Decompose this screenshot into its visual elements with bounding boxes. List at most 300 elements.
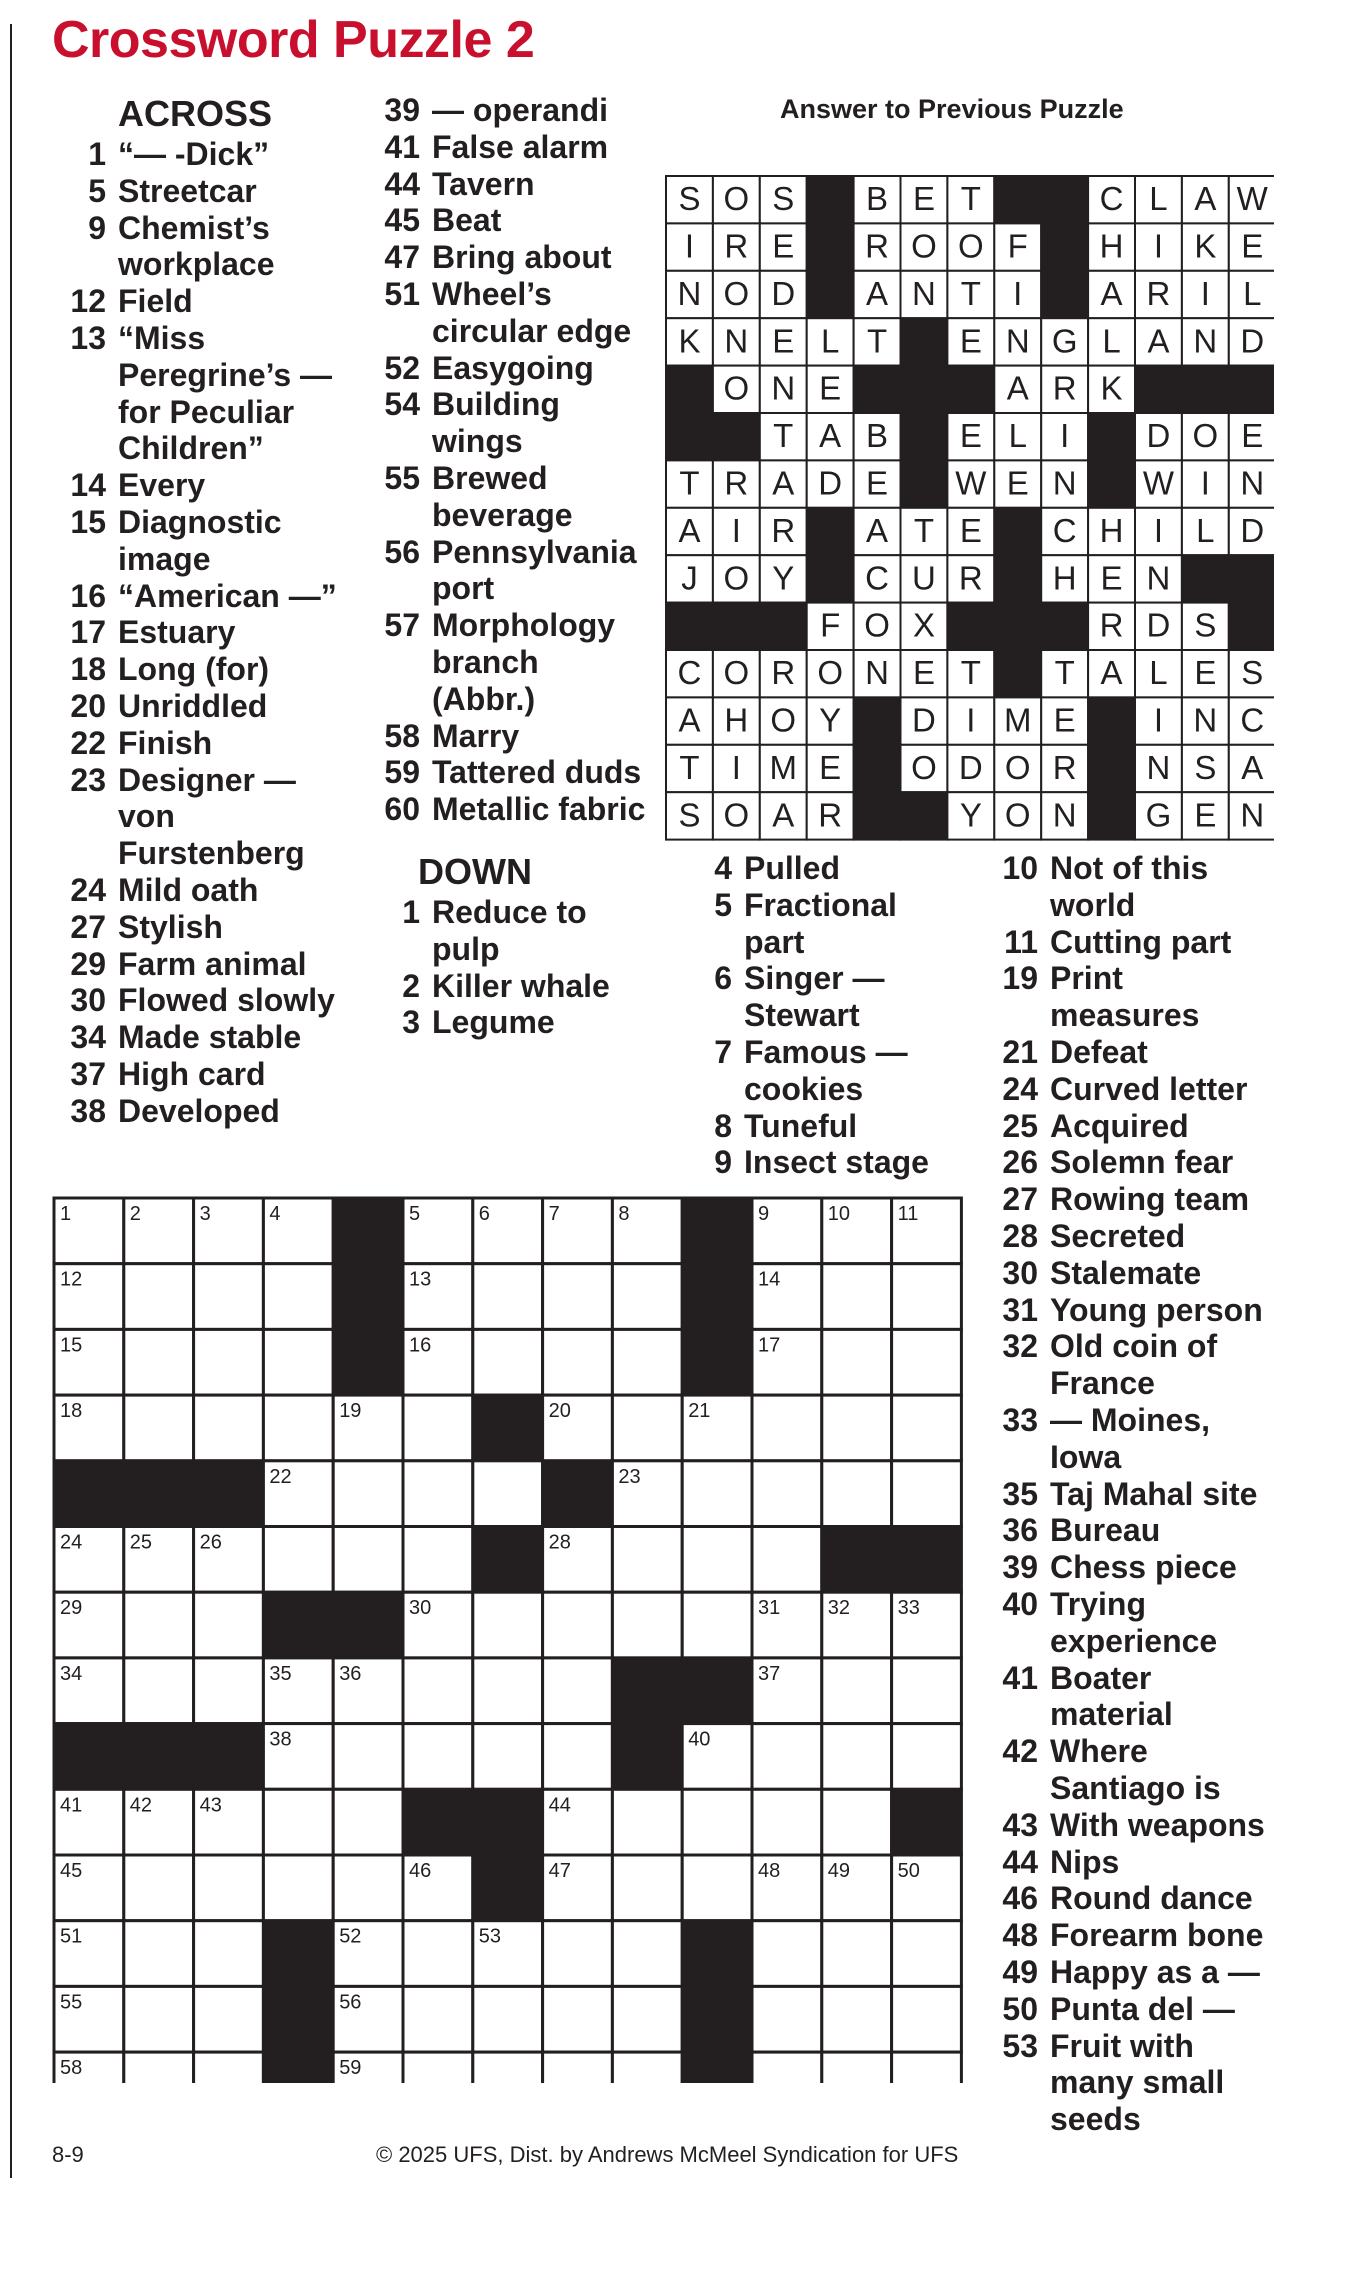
answer-letter: I (684, 227, 695, 265)
grid-cell[interactable] (682, 1592, 752, 1658)
across-clue-51 (372, 276, 662, 350)
answer-letter: N (865, 654, 889, 692)
answer-letter: N (1146, 559, 1171, 597)
grid-cell[interactable] (752, 1789, 822, 1855)
answer-letter: N (1193, 701, 1218, 739)
down-clue-41 (990, 1660, 1290, 1734)
clue-text: Unriddled (118, 687, 268, 724)
grid-cell[interactable] (473, 1986, 543, 2052)
answer-letter: D (1240, 322, 1265, 360)
answer-letter: D (1146, 606, 1171, 644)
answer-letter: A (1194, 180, 1217, 218)
grid-cell[interactable] (124, 1329, 194, 1395)
clue-number: 12 (70, 283, 106, 320)
answer-letter: T (773, 417, 794, 455)
clue-text: — Moines, Iowa (1050, 1401, 1211, 1475)
grid-cell[interactable] (892, 1724, 962, 1790)
clue-number: 39 (384, 92, 420, 128)
grid-cell[interactable] (403, 1658, 473, 1724)
grid-cell[interactable] (194, 1855, 264, 1921)
grid-cell[interactable] (543, 2052, 613, 2083)
grid-cell[interactable] (333, 1855, 403, 1921)
grid-cell[interactable] (752, 2052, 822, 2083)
answer-letter: L (820, 322, 840, 360)
answer-letter: F (820, 606, 841, 644)
cell-number: 20 (548, 1400, 571, 1423)
answer-black-square (901, 460, 948, 507)
answer-letter: U (912, 559, 936, 597)
answer-letter: N (1240, 796, 1265, 834)
grid-cell[interactable] (822, 1724, 892, 1790)
grid-cell[interactable] (543, 1329, 613, 1395)
clue-number: 58 (384, 717, 420, 754)
answer-letter: W (1236, 180, 1268, 218)
grid-cell[interactable] (263, 1329, 333, 1395)
clue-text: Diagnostic image (118, 503, 282, 577)
grid-cell[interactable] (403, 1461, 473, 1527)
grid-cell[interactable] (612, 1789, 682, 1855)
clue-text: With weapons (1050, 1806, 1265, 1843)
answer-letter: L (1149, 180, 1168, 218)
across-clue-22 (60, 725, 350, 762)
clue-number: 44 (384, 165, 420, 202)
clue-text: Forearm bone (1050, 1917, 1264, 1954)
grid-cell[interactable] (682, 1789, 752, 1855)
grid-cell[interactable] (403, 1724, 473, 1790)
clue-number: 2 (402, 967, 420, 1004)
answer-letter: L (1149, 654, 1168, 692)
answer-letter: O (770, 701, 797, 739)
clue-text: “Miss Peregrine’s — for Peculiar Children” (118, 319, 333, 467)
across-clue-34 (60, 1019, 350, 1056)
grid-cell[interactable] (124, 1395, 194, 1461)
answer-letter: D (912, 701, 936, 739)
across-clue-5 (60, 173, 350, 210)
clue-number: 43 (1002, 1806, 1038, 1843)
clue-number: 49 (1002, 1953, 1038, 1990)
grid-cell[interactable] (403, 1395, 473, 1461)
grid-cell[interactable] (263, 1855, 333, 1921)
grid-cell[interactable] (892, 1395, 962, 1461)
answer-letter: E (959, 511, 982, 549)
answer-letter: S (1194, 748, 1217, 786)
down-clue-4 (686, 850, 976, 887)
answer-black-square (1088, 460, 1135, 507)
cell-number: 59 (339, 2057, 362, 2080)
across-clue-56 (372, 534, 662, 608)
clue-number: 10 (1002, 850, 1038, 886)
down-clue-43 (990, 1807, 1290, 1844)
grid-cell[interactable] (682, 1855, 752, 1921)
grid-cell[interactable] (333, 1724, 403, 1790)
black-square (473, 1395, 543, 1461)
clue-text: Chemist’s workplace (118, 209, 275, 283)
down-clues-column-4 (990, 850, 1290, 2138)
grid-cell[interactable] (543, 1724, 613, 1790)
grid-cell[interactable] (124, 2052, 194, 2083)
grid-cell[interactable] (892, 1329, 962, 1395)
page-title: Crossword Puzzle 2 (52, 11, 535, 69)
cell-number: 8 (618, 1203, 630, 1225)
clue-number: 1 (88, 136, 106, 172)
down-clue-19 (990, 960, 1290, 1034)
grid-cell[interactable] (263, 1395, 333, 1461)
answer-letter: W (955, 464, 987, 502)
black-square (822, 1527, 892, 1593)
down-clue-50 (990, 1991, 1290, 2028)
answer-letter: D (771, 274, 796, 312)
grid-cell[interactable] (543, 1921, 613, 1987)
grid-cell[interactable] (612, 2052, 682, 2083)
grid-cell[interactable] (612, 1527, 682, 1593)
clue-number: 40 (1002, 1585, 1038, 1622)
answer-letter: L (1008, 417, 1027, 455)
answer-letter: C (865, 559, 889, 597)
answer-letter: T (960, 180, 981, 218)
grid-cell[interactable] (682, 1461, 752, 1527)
answer-black-square (901, 792, 948, 839)
black-square (473, 1789, 543, 1855)
across-clue-13 (60, 320, 350, 467)
cell-number: 42 (129, 1794, 153, 1817)
clue-number: 27 (1002, 1181, 1038, 1218)
answer-letter: E (959, 322, 982, 360)
answer-letter: O (723, 654, 750, 692)
answer-letter: L (1243, 274, 1262, 312)
grid-cell[interactable] (263, 1264, 333, 1330)
clue-text: Solemn fear (1050, 1144, 1234, 1181)
grid-cell[interactable] (263, 1789, 333, 1855)
grid-cell[interactable] (473, 1724, 543, 1790)
answer-letter: N (912, 274, 936, 312)
grid-cell[interactable] (403, 1986, 473, 2052)
grid-cell[interactable] (194, 1395, 264, 1461)
answer-letter: E (1053, 701, 1076, 739)
grid-cell[interactable] (752, 1724, 822, 1790)
grid-cell[interactable] (124, 1658, 194, 1724)
clue-text: Not of this world (1050, 850, 1209, 923)
grid-cell[interactable] (194, 1658, 264, 1724)
grid-cell[interactable] (682, 1527, 752, 1593)
grid-cell[interactable] (752, 1921, 822, 1987)
grid-cell[interactable] (612, 1264, 682, 1330)
down-clue-10 (990, 850, 1290, 924)
black-square (682, 1986, 752, 2052)
grid-cell[interactable] (612, 1395, 682, 1461)
clue-text: Tattered duds (432, 754, 642, 791)
across-clue-17 (60, 614, 350, 651)
answer-letter: R (771, 654, 796, 692)
down-clue-21 (990, 1034, 1290, 1071)
grid-cell[interactable] (194, 1264, 264, 1330)
answer-letter: T (913, 511, 935, 549)
cell-number: 12 (60, 1268, 83, 1291)
clue-text: — operandi (432, 92, 609, 128)
cell-number: 18 (60, 1400, 83, 1423)
grid-cell[interactable] (263, 1527, 333, 1593)
black-square (543, 1461, 613, 1527)
grid-cell[interactable] (822, 1789, 892, 1855)
clue-text: Field (118, 283, 193, 320)
answer-letter: N (1146, 748, 1171, 786)
answer-letter: T (866, 322, 888, 360)
grid-cell[interactable] (543, 1592, 613, 1658)
clue-text: Nips (1050, 1843, 1120, 1880)
grid-cell[interactable] (892, 1264, 962, 1330)
grid-cell[interactable] (124, 1921, 194, 1987)
grid-cell[interactable] (124, 1264, 194, 1330)
clue-text: Fruit with many small seeds (1050, 2027, 1225, 2138)
clue-number: 4 (714, 850, 732, 886)
across-clue-29 (60, 946, 350, 983)
answer-letter: S (772, 180, 795, 218)
grid-cell[interactable] (612, 1592, 682, 1658)
grid-cell[interactable] (124, 1855, 194, 1921)
down-clue-36 (990, 1512, 1290, 1549)
across-clue-58 (372, 718, 662, 755)
answer-letter: E (772, 322, 795, 360)
answer-letter: O (958, 227, 984, 265)
clue-text: Defeat (1050, 1033, 1148, 1070)
answer-letter: Y (819, 701, 842, 739)
cell-number: 23 (618, 1465, 641, 1488)
grid-cell[interactable] (822, 1921, 892, 1987)
grid-cell[interactable] (752, 1461, 822, 1527)
grid-cell[interactable] (473, 1264, 543, 1330)
cell-number: 49 (827, 1860, 851, 1882)
across-clue-1 (60, 136, 350, 173)
grid-cell[interactable] (124, 1592, 194, 1658)
clue-text: Designer — von Furstenberg (118, 761, 305, 872)
grid-cell[interactable] (543, 1264, 613, 1330)
clue-number: 26 (1002, 1144, 1038, 1181)
answer-letter: O (723, 369, 750, 407)
clue-text: Every (118, 467, 206, 504)
clue-text: Flowed slowly (118, 982, 335, 1019)
answer-black-square (1088, 413, 1135, 460)
answer-letter: E (866, 464, 889, 502)
cell-number: 14 (758, 1268, 781, 1291)
grid-cell[interactable] (612, 1921, 682, 1987)
answer-letter: O (911, 748, 937, 786)
across-clue-24 (60, 872, 350, 909)
clue-number: 3 (402, 1004, 420, 1041)
across-heading: ACROSS (117, 93, 273, 134)
black-square (682, 2052, 752, 2083)
black-square (263, 1921, 333, 1987)
grid-cell[interactable] (194, 1592, 264, 1658)
clue-text: Singer — Stewart (744, 960, 885, 1034)
answer-letter: T (960, 274, 981, 312)
clue-number: 8 (714, 1107, 732, 1144)
grid-cell[interactable] (194, 2052, 264, 2083)
clue-number: 5 (88, 172, 106, 209)
down-clue-9 (686, 1144, 976, 1181)
answer-black-square (807, 176, 854, 223)
clue-text: Old coin of France (1050, 1328, 1218, 1402)
cell-number: 2 (129, 1203, 141, 1225)
cell-number: 41 (60, 1794, 83, 1817)
answer-black-square (1229, 603, 1274, 650)
crossword-grid[interactable] (52, 1196, 966, 2083)
grid-cell[interactable] (892, 1986, 962, 2052)
answer-letter: W (1142, 464, 1175, 502)
answer-black-square (807, 555, 854, 602)
answer-letter: I (731, 748, 741, 786)
clue-text: Long (for) (118, 651, 270, 688)
page-number: 8-9 (52, 2142, 84, 2167)
cell-number: 25 (129, 1531, 153, 1554)
down-clue-40 (990, 1586, 1290, 1660)
grid-cell[interactable] (473, 1329, 543, 1395)
down-clues-column-3 (686, 850, 976, 1181)
grid-cell[interactable] (822, 1461, 892, 1527)
answer-letter: O (723, 180, 750, 218)
clue-text: Pennsylvania port (432, 533, 637, 607)
black-square (682, 1921, 752, 1987)
grid-cell[interactable] (822, 1986, 892, 2052)
black-square (333, 1592, 403, 1658)
clue-number: 39 (1002, 1549, 1038, 1586)
black-square (124, 1724, 194, 1790)
clue-text: Rowing team (1050, 1181, 1250, 1218)
down-clue-26 (990, 1144, 1290, 1181)
clue-text: Famous — cookies (744, 1033, 908, 1107)
grid-cell[interactable] (473, 1461, 543, 1527)
answer-letter: S (678, 796, 701, 834)
grid-cell[interactable] (822, 1658, 892, 1724)
answer-letter: D (1240, 511, 1265, 549)
grid-cell[interactable] (892, 1461, 962, 1527)
grid-cell[interactable] (822, 1395, 892, 1461)
cell-number: 46 (409, 1860, 432, 1882)
grid-cell[interactable] (403, 1921, 473, 1987)
answer-black-square (994, 650, 1041, 697)
grid-cell[interactable] (194, 1329, 264, 1395)
answer-letter: O (723, 274, 750, 312)
clue-number: 30 (70, 982, 106, 1019)
grid-cell[interactable] (403, 1527, 473, 1593)
grid-cell[interactable] (822, 2052, 892, 2083)
grid-cell[interactable] (333, 1527, 403, 1593)
grid-cell[interactable] (543, 1658, 613, 1724)
clue-number: 9 (714, 1144, 732, 1181)
clue-number: 53 (1002, 2027, 1038, 2064)
answer-letter: A (678, 511, 701, 549)
clue-number: 22 (70, 724, 106, 761)
answer-letter: R (865, 227, 889, 265)
answer-black-square (666, 603, 713, 650)
black-square (682, 1329, 752, 1395)
clue-number: 27 (70, 908, 106, 945)
answer-letter: A (678, 701, 701, 739)
grid-cell[interactable] (473, 1658, 543, 1724)
grid-cell[interactable] (124, 1986, 194, 2052)
answer-letter: R (958, 559, 983, 597)
answer-letter: O (1004, 748, 1031, 786)
black-square (403, 1789, 473, 1855)
grid-cell[interactable] (333, 1461, 403, 1527)
grid-cell[interactable] (822, 1329, 892, 1395)
grid-cell[interactable] (612, 1986, 682, 2052)
answer-letter: E (1100, 559, 1123, 597)
grid-cell[interactable] (822, 1264, 892, 1330)
grid-cell[interactable] (892, 2052, 962, 2083)
clue-number: 29 (70, 945, 106, 982)
grid-cell[interactable] (194, 1921, 264, 1987)
clue-text: Secreted (1050, 1217, 1186, 1254)
clue-number: 16 (70, 577, 106, 614)
cell-number: 58 (60, 2057, 83, 2080)
cell-number: 3 (199, 1203, 211, 1225)
answer-letter: N (1005, 322, 1030, 360)
answer-black-square (1041, 176, 1088, 223)
cell-number: 6 (478, 1203, 490, 1225)
answer-letter: S (1194, 606, 1217, 644)
grid-cell[interactable] (612, 1855, 682, 1921)
answer-letter: L (1102, 322, 1121, 360)
grid-cell[interactable] (892, 1921, 962, 1987)
answer-letter: E (959, 417, 982, 455)
across-clue-23 (60, 762, 350, 872)
across-clue-44 (372, 166, 662, 203)
answer-letter: T (1054, 654, 1075, 692)
clue-number: 48 (1002, 1917, 1038, 1954)
grid-cell[interactable] (752, 1395, 822, 1461)
answer-letter: E (819, 369, 842, 407)
answer-letter: R (724, 227, 749, 265)
across-clue-20 (60, 688, 350, 725)
grid-cell[interactable] (892, 1658, 962, 1724)
answer-letter: O (817, 654, 843, 692)
cell-number: 48 (758, 1860, 781, 1882)
cell-number: 30 (409, 1597, 432, 1620)
across-continued-column (372, 92, 662, 1041)
grid-cell[interactable] (473, 2052, 543, 2083)
grid-cell[interactable] (403, 2052, 473, 2083)
black-square (473, 1855, 543, 1921)
across-clue-12 (60, 283, 350, 320)
grid-cell[interactable] (612, 1329, 682, 1395)
answer-black-square (901, 318, 948, 365)
black-square (682, 1198, 752, 1264)
down-clue-48 (990, 1917, 1290, 1954)
cell-number: 5 (409, 1203, 421, 1225)
answer-letter: C (677, 654, 702, 692)
grid-cell[interactable] (752, 1986, 822, 2052)
clue-text: Killer whale (432, 967, 610, 1004)
across-clue-47 (372, 239, 662, 276)
answer-black-square (1088, 745, 1135, 792)
answer-letter: E (1006, 464, 1029, 502)
clue-text: Round dance (1050, 1880, 1253, 1917)
grid-cell[interactable] (194, 1986, 264, 2052)
down-clue-30 (990, 1255, 1290, 1292)
cell-number: 13 (409, 1268, 432, 1291)
grid-cell[interactable] (473, 1592, 543, 1658)
grid-cell[interactable] (543, 1986, 613, 2052)
grid-cell[interactable] (333, 1789, 403, 1855)
clue-number: 45 (384, 202, 420, 239)
answer-black-square (1041, 603, 1088, 650)
copyright-notice: © 2025 UFS, Dist. by Andrews McMeel Syndication for UFS (376, 2142, 959, 2167)
cell-number: 51 (60, 1925, 83, 1948)
previous-answer-grid (664, 174, 1274, 841)
down-clue-24 (990, 1071, 1290, 1108)
grid-cell[interactable] (752, 1527, 822, 1593)
down-clue-32 (990, 1328, 1290, 1402)
answer-letter: S (678, 180, 701, 218)
